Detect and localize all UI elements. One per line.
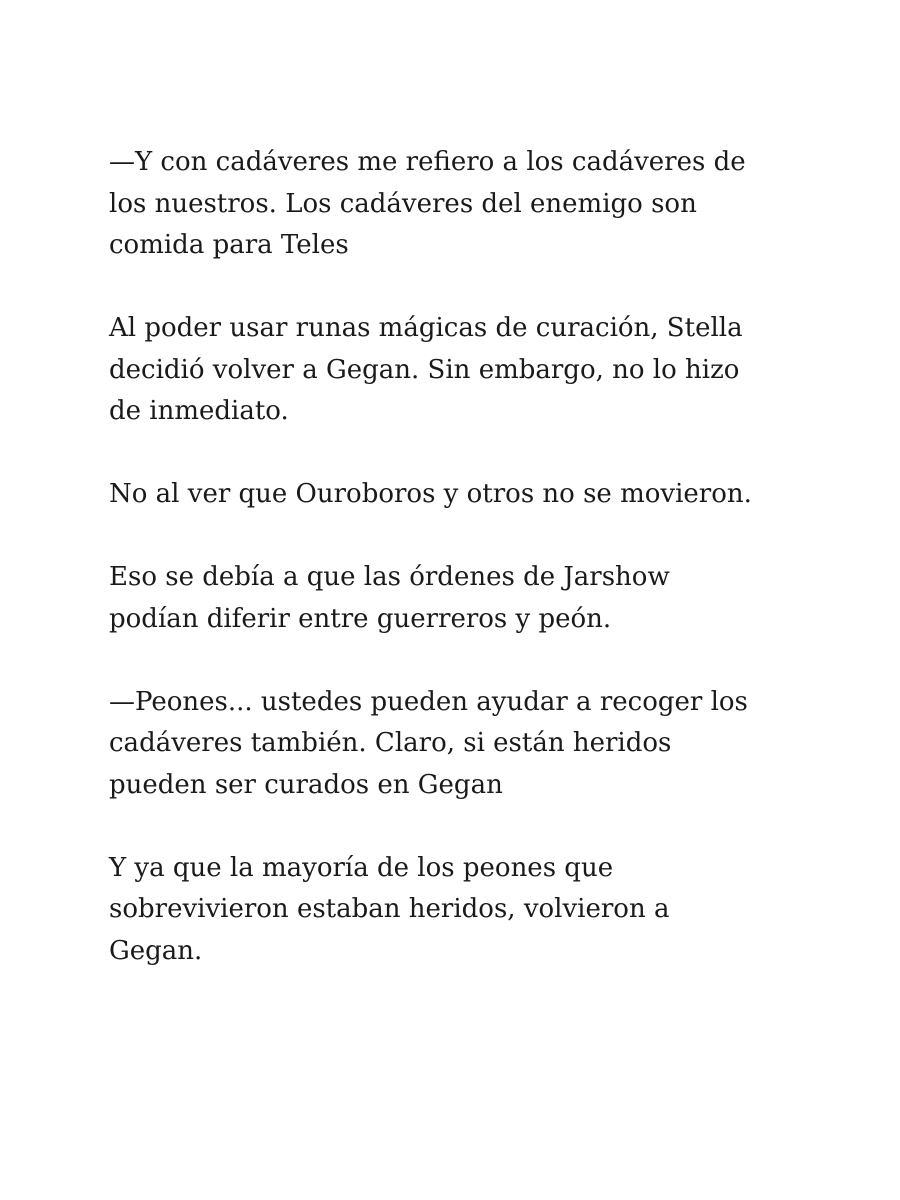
text-line: —Y con cadáveres me refiero a los cadáveres de [109, 147, 746, 177]
text-line: No al ver que Ouroboros y otros no se movieron. [109, 479, 752, 509]
text-line: —Peones... ustedes pueden ayudar a recoger los [109, 686, 748, 717]
paragraph-3 [109, 474, 800, 516]
text-line: los nuestros. Los cadáveres del enemigo son [109, 188, 697, 219]
text-line: Eso se debía a que las órdenes de Jarshow [109, 562, 670, 592]
text-line: Al poder usar runas mágicas de curación, Stella [109, 313, 743, 343]
text-line: Y ya que la mayoría de los peones que [109, 852, 614, 883]
text-line: de inmediato. [109, 396, 289, 426]
paragraph-1 [109, 142, 800, 267]
paragraph-4 [109, 557, 800, 640]
text-line: decidió volver a Gegan. Sin embargo, no lo hizo [109, 354, 740, 385]
text-line: pueden ser curados en Gegan [109, 769, 503, 800]
paragraph-5 [109, 682, 800, 807]
text-line: Gegan. [109, 935, 203, 966]
paragraph-2 [109, 308, 800, 433]
text-line: cadáveres también. Claro, si están heridos [109, 728, 672, 758]
text-line: podían diferir entre guerreros y peón. [109, 603, 612, 634]
text-line: comida para Teles [109, 230, 349, 260]
text-line: sobrevivieron estaban heridos, volvieron a [109, 894, 670, 924]
paragraph-6 [109, 848, 800, 973]
